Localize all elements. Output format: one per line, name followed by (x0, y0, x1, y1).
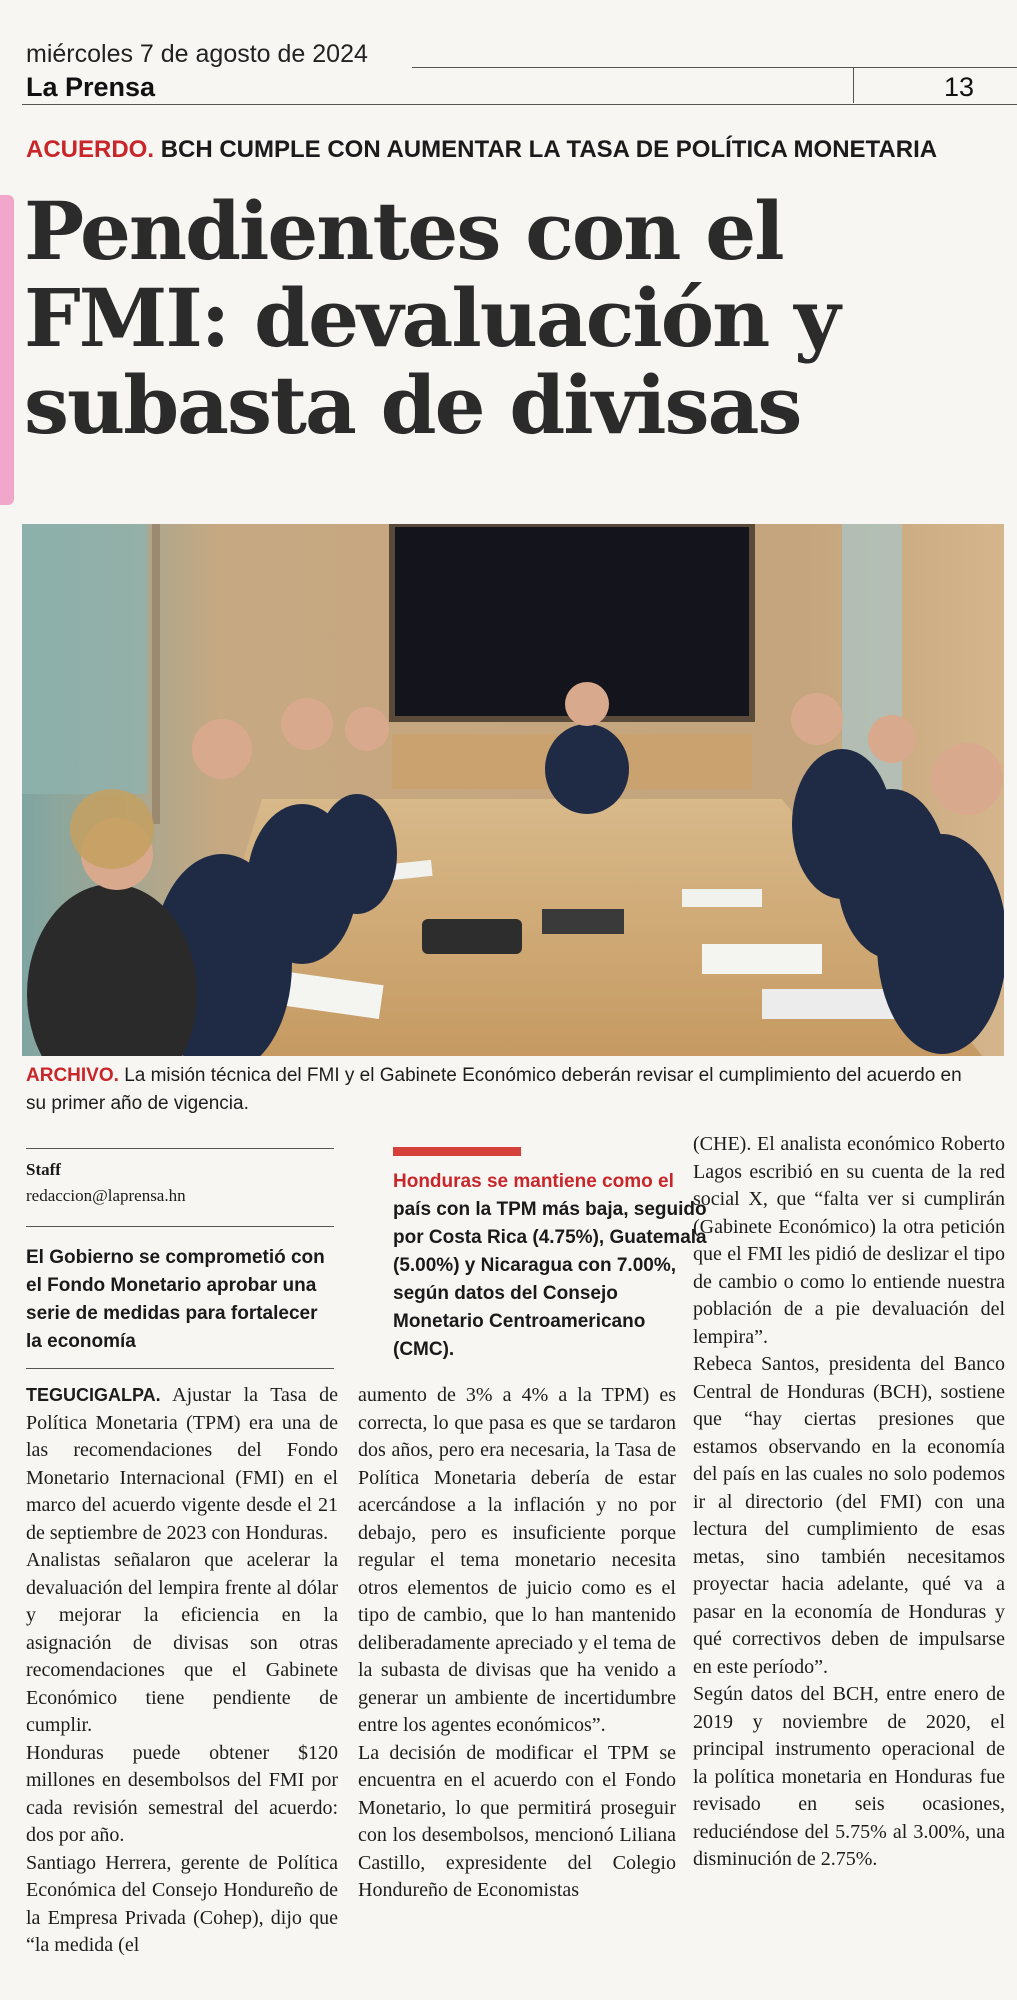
kicker-text: BCH CUMPLE CON AUMENTAR LA TASA DE POLÍTICA MONETARIA (160, 136, 938, 163)
summary-rule-top (26, 1226, 334, 1227)
body-column-3 (693, 1131, 1005, 1874)
byline-email: redaccion@laprensa.hn (26, 1186, 186, 1205)
body-paragraph: Honduras puede obtener $120 millones en desembolsos del FMI por cada revisión semestral del acuerdo: dos por año. (26, 1741, 338, 1846)
edition-date: miércoles 7 de agosto de 2024 (26, 40, 368, 68)
body-paragraph: Analistas señalaron que acelerar la devaluación del lempira frente al dólar y mejorar la eficiencia en la asignación de divisas son otras recomendaciones que el Gabinete Económico tiene pendiente de cumplir. (26, 1549, 338, 1736)
dateline: TEGUCIGALPA. (26, 1385, 161, 1405)
pull-quote-highlight: Honduras se mantiene como el (393, 1171, 674, 1192)
body-paragraph: La decisión de modificar el TPM se encuentra en el acuerdo con el Fondo Monetario, lo que permitirá proseguir con los desembolsos, mencionó Liliana Castillo, expresidente del Colegio Hondureño de Economistas (358, 1741, 676, 1901)
body-paragraph: Santiago Herrera, gerente de Política Económica del Consejo Hondureño de la Empresa Privada (Cohep), dijo que “la medida (el (26, 1851, 338, 1956)
body-paragraph: TEGUCIGALPA. Ajustar la Tasa de Política Monetaria (TPM) era una de las recomendaciones del Fondo Monetario Internacional (FMI) en el marco del acuerdo vigente desde el 21 de septiembre de 2023 con Honduras. (26, 1384, 338, 1544)
pull-quote-text: país con la TPM más baja, seguido por Costa Rica (4.75%), Guatemala (5.00%) y Nicaragua con 7.00%, según datos del Consejo Monetario Centroamericano (CMC). (393, 1199, 707, 1360)
masthead-rule-bottom (22, 104, 1017, 105)
caption-text: La misión técnica del FMI y el Gabinete Económico deberán revisar el cumplimiento del acuerdo en su primer año de vigencia. (26, 1065, 962, 1114)
headline: Pendientes con el FMI: devaluación y subasta de divisas (24, 184, 839, 452)
photo-caption (26, 1062, 986, 1118)
masthead-rule-top (412, 67, 1017, 68)
body-paragraph: Rebeca Santos, presidenta del Banco Central de Honduras (BCH), sostiene que “hay ciertas presiones que estamos observando en la economía del país en las cuales no solo podemos ir al directorio (del FMI) con una lectura del cumplimiento de esas metas, sino también necesitamos proyectar hacia adelante, qué va a pasar en la economía de Honduras y qué correctivos deben de impulsarse en este período”. (693, 1353, 1005, 1678)
pull-quote-bar (393, 1147, 521, 1156)
body-column-1 (26, 1382, 338, 1960)
highlighter-mark (0, 195, 14, 505)
publication-name: La Prensa (26, 72, 156, 102)
kicker-label: ACUERDO. (26, 136, 155, 163)
byline-author: Staff (26, 1160, 61, 1179)
body-paragraph: Según datos del BCH, entre enero de 2019 y noviembre de 2020, el principal instrumento operacional de la política monetaria en Honduras fue revisado en seis ocasiones, reduciéndose del 5.75% al 3.00%, una disminución de 2.75%. (693, 1683, 1005, 1870)
summary-rule-bottom (26, 1368, 334, 1369)
masthead-rule-divider (853, 67, 854, 103)
body-column-2 (358, 1382, 676, 1905)
meeting-photo-illustration (22, 524, 1004, 1056)
byline-rule (26, 1148, 334, 1149)
body-paragraph: aumento de 3% a 4% a la TPM) es correcta, lo que pasa es que se tardaron dos años, pero era necesaria, la Tasa de Política Monetaria debería de estar acercándose a la inflación y no por debajo, pero es insuficiente porque regular el tema monetario necesita otros elementos de juicio como es el tipo de cambio, que lo han mantenido deliberadamente apreciado y el tema de la subasta de divisas que ha venido a generar un ambiente de incertidumbre entre los agentes económicos”. (358, 1384, 676, 1736)
article-summary: El Gobierno se comprometió con el Fondo Monetario aprobar una serie de medidas para fortalecer la economía (26, 1247, 325, 1352)
page-number: 13 (944, 72, 975, 102)
body-paragraph: (CHE). El analista económico Roberto Lagos escribió en su cuenta de la red social X, que “falta ver si cumplirán (Gabinete Económico) la otra petición que el FMI les pidió de deslizar el tipo de cambio o como lo entiende nuestra población de a pie devaluación del lempira”. (693, 1133, 1005, 1348)
meeting-photo (22, 524, 1004, 1056)
pull-quote (393, 1168, 711, 1364)
caption-label: ARCHIVO. (26, 1065, 119, 1086)
kicker (26, 136, 937, 164)
